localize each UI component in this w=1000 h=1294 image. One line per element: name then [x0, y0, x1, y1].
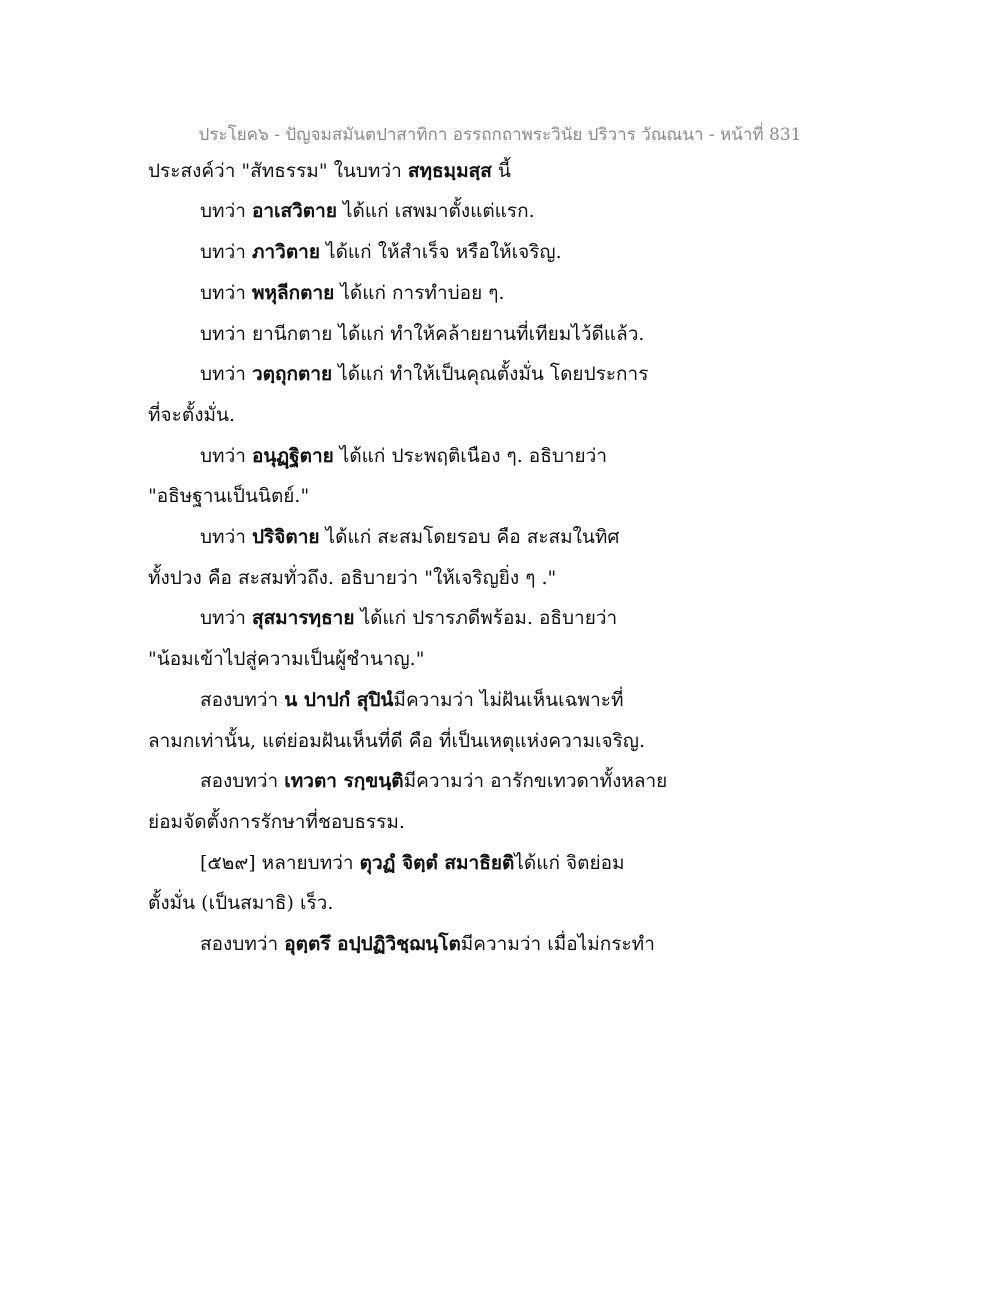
text-line: ตั้งมั่น (เป็นสมาธิ) เร็ว.: [148, 892, 334, 914]
text-line: ย่อมจัดตั้งการรักษาที่ชอบธรรม.: [148, 811, 405, 833]
text-line: ลามกเท่านั้น, แต่ย่อมฝันเห็นที่ดี คือ ที่เป็นเหตุแห่งความเจริญ.: [148, 730, 646, 752]
text-line: บทว่า ปริจิตาย ได้แก่ สะสมโดยรอบ คือ สะสมในทิศ: [200, 526, 620, 548]
text-line: บทว่า อนุฏฺฐิตาย ได้แก่ ประพฤติเนือง ๆ. อธิบายว่า: [200, 445, 608, 467]
text-line: บทว่า ภาวิตาย ได้แก่ ให้สำเร็จ หรือให้เจริญ.: [200, 241, 562, 263]
text-line: ทั้งปวง คือ สะสมทั่วถึง. อธิบายว่า "ให้เจริญยิ่ง ๆ .": [148, 567, 557, 589]
text-line: บทว่า อาเสวิตาย ได้แก่ เสพมาตั้งแต่แรก.: [200, 200, 535, 222]
text-line: [๕๒๙] หลายบทว่า ตุวฏํ จิตฺตํ สมาธิยติได้แก่ จิตย่อม: [200, 852, 625, 874]
text-line: ที่จะตั้งมั่น.: [148, 404, 236, 426]
text-line: "น้อมเข้าไปสู่ความเป็นผู้ชำนาญ.": [148, 648, 425, 670]
text-line: บทว่า สุสมารทฺธาย ได้แก่ ปรารภดีพร้อม. อธิบายว่า: [200, 607, 618, 629]
text-line: สองบทว่า เทวตา รกฺขนฺติมีความว่า อารักขเทวดาทั้งหลาย: [200, 770, 668, 792]
text-line: สองบทว่า อุตฺตรึ อปฺปฏิวิชฺฌนฺโตมีความว่า เมื่อไม่กระทำ: [200, 933, 655, 955]
text-line: บทว่า พหุลีกตาย ได้แก่ การทำบ่อย ๆ.: [200, 282, 505, 304]
text-line: ประสงค์ว่า "สัทธรรม" ในบทว่า สทฺธมฺมสฺส นี้: [148, 160, 511, 182]
text-line: สองบทว่า น ปาปกํ สุปินํมีความว่า ไม่ฝันเห็นเฉพาะที่: [200, 689, 624, 711]
text-line: บทว่า วตฺถุกตาย ได้แก่ ทำให้เป็นคุณตั้งมั่น โดยประการ: [200, 363, 649, 385]
text-line: "อธิษฐานเป็นนิตย์.": [148, 485, 310, 507]
text-line: บทว่า ยานีกตาย ได้แก่ ทำให้คล้ายยานที่เทียมไว้ดีแล้ว.: [200, 323, 645, 345]
page-header: ประโยค๖ - ปัญจมสมันตปาสาทิกา อรรถกถาพระวินัย ปริวาร วัณณนา - หน้าที่ 831: [198, 125, 802, 145]
